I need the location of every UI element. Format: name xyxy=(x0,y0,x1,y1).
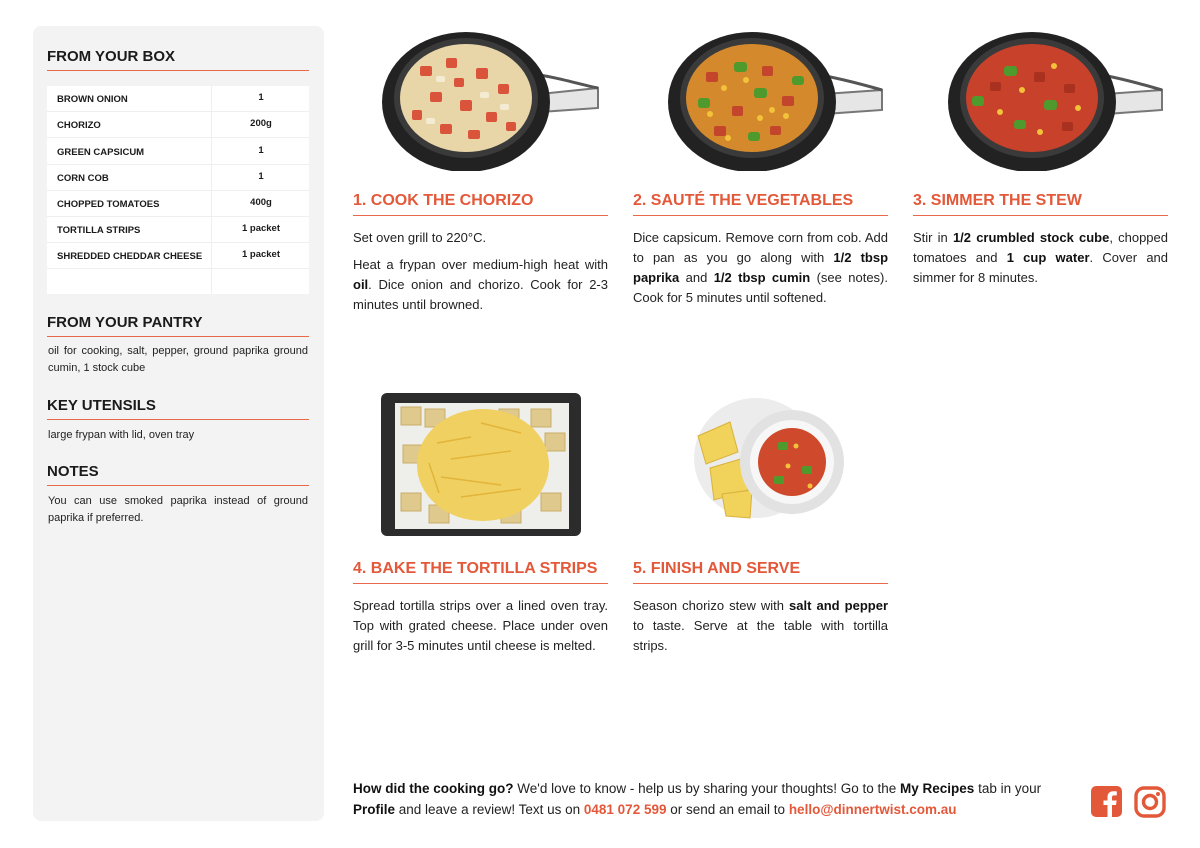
ingredient-qty: 1 packet xyxy=(241,249,281,260)
ingredient-name: TORTILLA STRIPS xyxy=(57,225,141,236)
facebook-icon[interactable] xyxy=(1091,786,1122,817)
ingredient-name: CORN COB xyxy=(57,173,109,184)
step1-body xyxy=(353,228,608,322)
ingredient-name: CHOPPED TOMATOES xyxy=(57,199,160,210)
instagram-icon[interactable] xyxy=(1134,786,1166,818)
step1-para: Set oven grill to 220°C. xyxy=(353,230,487,245)
step2-title: 2. SAUTÉ THE VEGETABLES xyxy=(633,192,888,216)
step1-photo xyxy=(380,26,602,171)
ingredient-name: CHORIZO xyxy=(57,120,101,131)
step5-body: Season chorizo stew with salt and pepper to taste. Serve at the table with tortilla strips. xyxy=(633,598,888,653)
from-your-pantry-title: FROM YOUR PANTRY xyxy=(47,314,309,337)
step2-photo xyxy=(662,26,884,171)
step3-title: 3. SIMMER THE STEW xyxy=(913,192,1168,216)
box-ingredients-table xyxy=(47,86,309,294)
step3-body: Stir in 1/2 crumbled stock cube, chopped tomatoes and 1 cup water. Cover and simmer for 8 minutes. xyxy=(913,230,1169,285)
step4-title: 4. BAKE THE TORTILLA STRIPS xyxy=(353,560,608,584)
ingredient-row xyxy=(47,112,309,138)
ingredient-name: BROWN ONION xyxy=(57,94,128,105)
step5-photo xyxy=(692,396,848,526)
notes-title: NOTES xyxy=(47,463,309,486)
notes-text: You can use smoked paprika instead of ground paprika if preferred. xyxy=(48,495,308,524)
step1-para: Heat a frypan over medium-high heat with oil. Dice onion and chorizo. Cook for 2-3 minutes until browned. xyxy=(353,257,608,312)
ingredient-row xyxy=(47,86,309,112)
utensils-text: large frypan with lid, oven tray xyxy=(48,429,195,441)
profile-link[interactable]: Profile xyxy=(353,802,396,817)
step5-title: 5. FINISH AND SERVE xyxy=(633,560,888,584)
pantry-text: oil for cooking, salt, pepper, ground paprika ground cumin, 1 stock cube xyxy=(48,345,308,374)
step4-body: Spread tortilla strips over a lined oven tray. Top with grated cheese. Place under oven grill for 3-5 minutes until cheese is melted. xyxy=(353,598,608,653)
step2-body: Dice capsicum. Remove corn from cob. Add to pan as you go along with 1/2 tbsp paprika and 1/2 tbsp cumin (see notes). Cook for 5 minutes until softened. xyxy=(633,230,889,305)
key-utensils-title: KEY UTENSILS xyxy=(47,397,309,420)
ingredient-name: GREEN CAPSICUM xyxy=(57,147,145,158)
ingredient-qty: 1 xyxy=(258,92,264,103)
step1-title: 1. COOK THE CHORIZO xyxy=(353,192,608,216)
ingredient-row xyxy=(47,191,309,217)
footer-question: How did the cooking go? xyxy=(353,781,514,796)
my-recipes-link[interactable]: My Recipes xyxy=(900,781,975,796)
ingredient-qty: 400g xyxy=(250,197,272,208)
email-link[interactable]: hello@dinnertwist.com.au xyxy=(788,802,957,817)
from-your-box-title: FROM YOUR BOX xyxy=(47,48,309,71)
ingredient-name: SHREDDED CHEDDAR CHEESE xyxy=(57,251,203,262)
ingredients-sidebar xyxy=(33,26,324,821)
step4-photo xyxy=(381,393,583,537)
ingredient-row xyxy=(47,139,309,165)
ingredient-qty: 1 xyxy=(258,171,264,182)
ingredient-qty: 200g xyxy=(250,118,272,129)
phone-link[interactable]: 0481 072 599 xyxy=(583,802,667,817)
ingredient-row xyxy=(47,243,309,269)
ingredient-qty: 1 xyxy=(258,145,264,156)
ingredient-row xyxy=(47,217,309,243)
ingredient-qty: 1 packet xyxy=(241,223,281,234)
step3-photo xyxy=(944,26,1166,171)
ingredient-row xyxy=(47,165,309,191)
feedback-footer: How did the cooking go? We'd love to know - help us by sharing your thoughts! Go to the My Recipes tab in your Profile and leave a review! Text us on 0481 072 599 or send an email to hello@dinnertwist.com.au xyxy=(353,781,1042,817)
